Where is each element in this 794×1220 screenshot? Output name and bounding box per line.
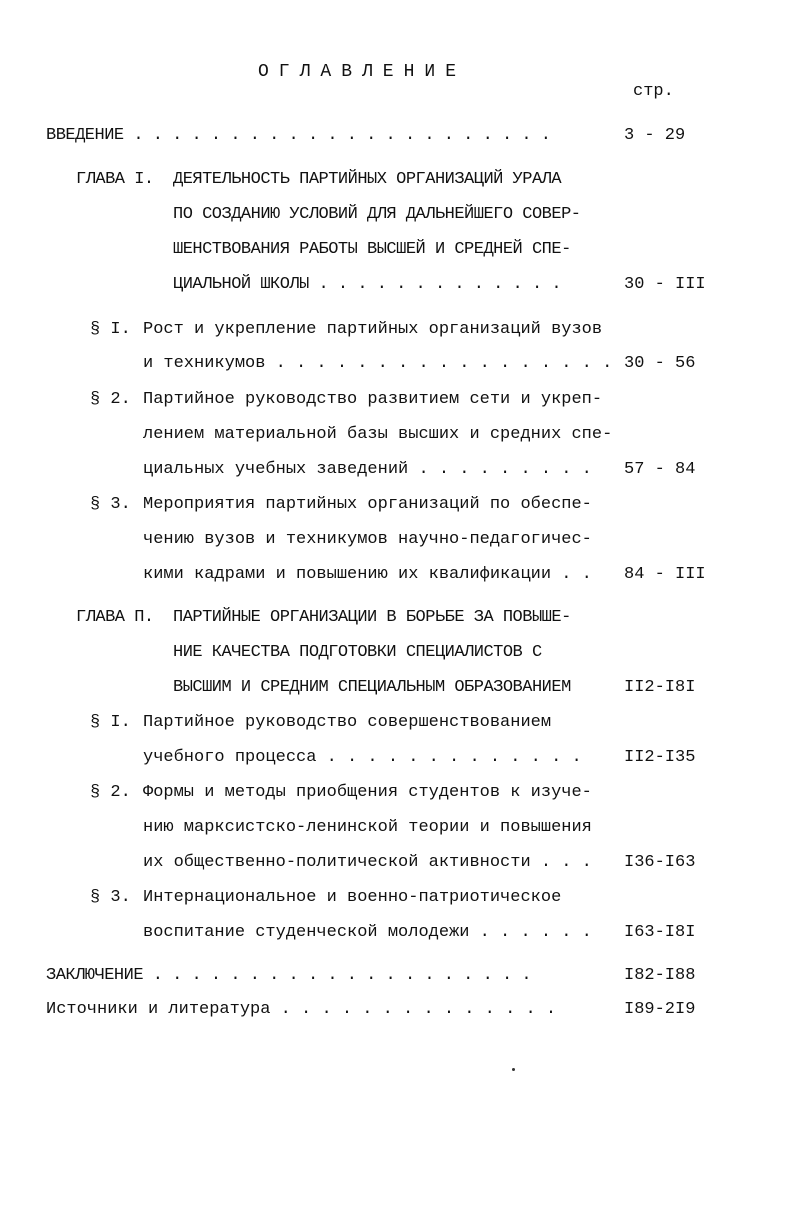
chapter-label: ГЛАВА П.: [76, 608, 154, 627]
toc-entry-section-line: кими кадрами и повышению их квалификации . .: [143, 565, 592, 584]
toc-entry-chapter2-line: ВЫСШИМ И СРЕДНИМ СПЕЦИАЛЬНЫМ ОБРАЗОВАНИЕМ: [173, 678, 571, 697]
toc-entry-section-line: лением материальной базы высших и средних спе-: [143, 425, 613, 444]
toc-entry-section-line: чению вузов и техникумов научно-педагогичес-: [143, 530, 592, 549]
toc-entry-section-line: нию марксистско-ленинской теории и повышения: [143, 818, 592, 837]
toc-entry-section[interactable]: Интернациональное и военно-патриотическое: [143, 888, 562, 907]
page-number: 30 - III: [624, 275, 706, 294]
toc-entry-chapter1-line: ЦИАЛЬНОЙ ШКОЛЫ . . . . . . . . . . . . .: [173, 275, 562, 294]
toc-entry-section-line: и техникумов . . . . . . . . . . . . . . . . .: [143, 354, 613, 373]
toc-entry-section[interactable]: Мероприятия партийных организаций по обеспе-: [143, 495, 592, 514]
section-label: § 3.: [90, 495, 131, 514]
paper-speck: [512, 1068, 515, 1071]
toc-entry-intro[interactable]: ВВЕДЕНИЕ . . . . . . . . . . . . . . . . . . . . . .: [46, 126, 551, 145]
page-column-header: стр.: [633, 82, 674, 101]
toc-title: ОГЛАВЛЕНИЕ: [258, 62, 467, 82]
page-number: 3 - 29: [624, 126, 686, 145]
toc-entry-section-line: их общественно-политической активности . . .: [143, 853, 592, 872]
page-number: 84 - III: [624, 565, 706, 584]
chapter-label: ГЛАВА I.: [76, 170, 154, 189]
toc-entry-section[interactable]: Формы и методы приобщения студентов к изуче-: [143, 783, 592, 802]
toc-entry-section[interactable]: Партийное руководство развитием сети и укреп-: [143, 390, 603, 409]
toc-entry-chapter1-line: ШЕНСТВОВАНИЯ РАБОТЫ ВЫСШЕЙ И СРЕДНЕЙ СПЕ-: [173, 240, 571, 259]
page-number: I36-I63: [624, 853, 696, 872]
toc-entry-chapter2[interactable]: ПАРТИЙНЫЕ ОРГАНИЗАЦИИ В БОРЬБЕ ЗА ПОВЫШЕ-: [173, 608, 571, 627]
section-label: § I.: [90, 320, 131, 339]
toc-entry-conclusion[interactable]: ЗАКЛЮЧЕНИЕ . . . . . . . . . . . . . . . . . . . .: [46, 966, 532, 985]
page-number: II2-I35: [624, 748, 696, 767]
page-number: 30 - 56: [624, 354, 696, 373]
page-number: I63-I8I: [624, 923, 696, 942]
page-number: I82-I88: [624, 966, 696, 985]
page-number: I89-2I9: [624, 1000, 696, 1019]
section-label: § 2.: [90, 390, 131, 409]
section-label: § I.: [90, 713, 131, 732]
toc-entry-section[interactable]: Рост и укрепление партийных организаций вузов: [143, 320, 603, 339]
toc-entry-references[interactable]: Источники и литература . . . . . . . . . . . . . .: [46, 1000, 557, 1019]
section-label: § 2.: [90, 783, 131, 802]
toc-entry-chapter2-line: НИЕ КАЧЕСТВА ПОДГОТОВКИ СПЕЦИАЛИСТОВ С: [173, 643, 542, 662]
toc-entry-section[interactable]: Партийное руководство совершенствованием: [143, 713, 552, 732]
toc-entry-section-line: циальных учебных заведений . . . . . . . . .: [143, 460, 592, 479]
section-label: § 3.: [90, 888, 131, 907]
toc-entry-section-line: учебного процесса . . . . . . . . . . . . .: [143, 748, 582, 767]
toc-entry-section-line: воспитание студенческой молодежи . . . . . .: [143, 923, 592, 942]
toc-entry-chapter1-line: ПО СОЗДАНИЮ УСЛОВИЙ ДЛЯ ДАЛЬНЕЙШЕГО СОВЕР-: [173, 205, 581, 224]
page-number: II2-I8I: [624, 678, 696, 697]
page-number: 57 - 84: [624, 460, 696, 479]
toc-entry-chapter1[interactable]: ДЕЯТЕЛЬНОСТЬ ПАРТИЙНЫХ ОРГАНИЗАЦИЙ УРАЛА: [173, 170, 562, 189]
